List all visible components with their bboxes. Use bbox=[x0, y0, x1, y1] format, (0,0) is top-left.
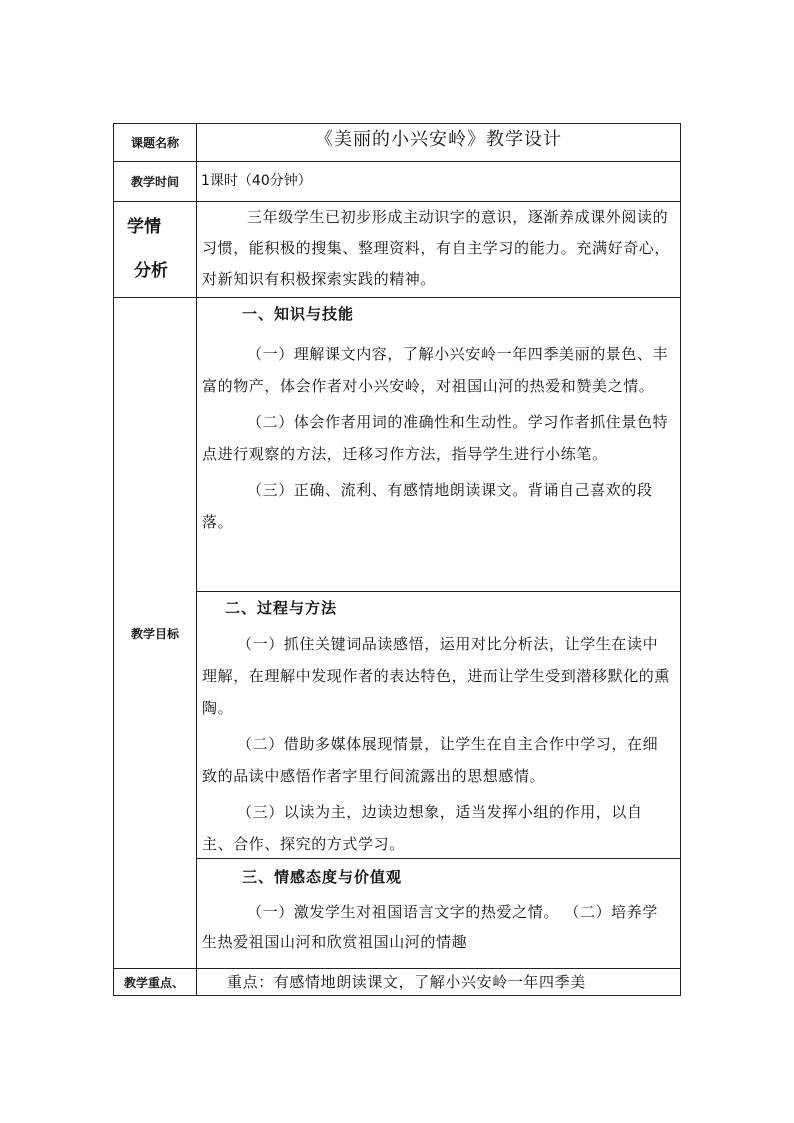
goal-paragraph: （一）抓住关键词品读感悟，运用对比分析法，让学生在读中理解，在理解中发现作者的表达特色，进而让学生受到潜移默化的熏陶。 bbox=[202, 635, 671, 717]
goal-paragraph: （一）激发学生对祖国语言文字的热爱之情。 （二）培养学生热爱祖国山河和欣赏祖国山河的情趣 bbox=[202, 903, 658, 951]
analysis-label bbox=[114, 205, 196, 295]
topic-title: 《美丽的小兴安岭》教学设计 bbox=[315, 129, 562, 150]
goal-paragraph: （一）理解课文内容，了解小兴安岭一年四季美丽的景色、丰富的物产，体会作者对小兴安岭，对祖国山河的热爱和赞美之情。 bbox=[202, 345, 669, 395]
lesson-plan-table bbox=[113, 123, 681, 996]
topic-label: 课题名称 bbox=[130, 136, 179, 150]
analysis-text: 三年级学生已初步形成主动识字的意识，逐渐养成课外阅读的习惯，能积极的搜集、整理资料，有自主学习的能力。充满好奇心，对新知识有积极探索实践的精神。 bbox=[202, 208, 671, 288]
key-points-label: 教学重点、 bbox=[124, 975, 185, 990]
section-heading: 三、情感态度与价值观 bbox=[242, 868, 403, 886]
key-points-text: 重点：有感情地朗读课文，了解小兴安岭一年四季美 bbox=[227, 973, 586, 991]
goals-label: 教学目标 bbox=[130, 626, 179, 641]
section-heading: 一、知识与技能 bbox=[242, 305, 355, 323]
analysis-label-line1: 学情 bbox=[127, 217, 161, 237]
goals-section-knowledge bbox=[197, 298, 681, 591]
section-heading: 二、过程与方法 bbox=[225, 599, 338, 617]
goals-section-process bbox=[197, 592, 681, 858]
goal-paragraph: （二）体会作者用词的准确性和生动性。学习作者抓住景色特点进行观察的方法，迁移习作方法，指导学生进行小练笔。 bbox=[202, 413, 669, 463]
table-border-bottom bbox=[113, 995, 681, 996]
goals-section-emotion bbox=[197, 859, 681, 968]
goal-paragraph: （三）以读为主，边读边想象，适当发挥小组的作用，以自主、合作、探究的方式学习。 bbox=[202, 803, 643, 853]
row-divider bbox=[113, 161, 681, 162]
goal-paragraph: （三）正确、流利、有感情地朗读课文。背诵自己喜欢的段落。 bbox=[202, 481, 653, 531]
table-border-top bbox=[113, 123, 681, 124]
analysis-label-line2: 分析 bbox=[134, 261, 168, 281]
time-label: 教学时间 bbox=[130, 175, 179, 189]
time-value: 1课时（40分钟） bbox=[201, 173, 312, 189]
goal-paragraph: （二）借助多媒体展现情景，让学生在自主合作中学习，在细致的品读中感悟作者字里行间流露出的思想感情。 bbox=[202, 735, 659, 785]
